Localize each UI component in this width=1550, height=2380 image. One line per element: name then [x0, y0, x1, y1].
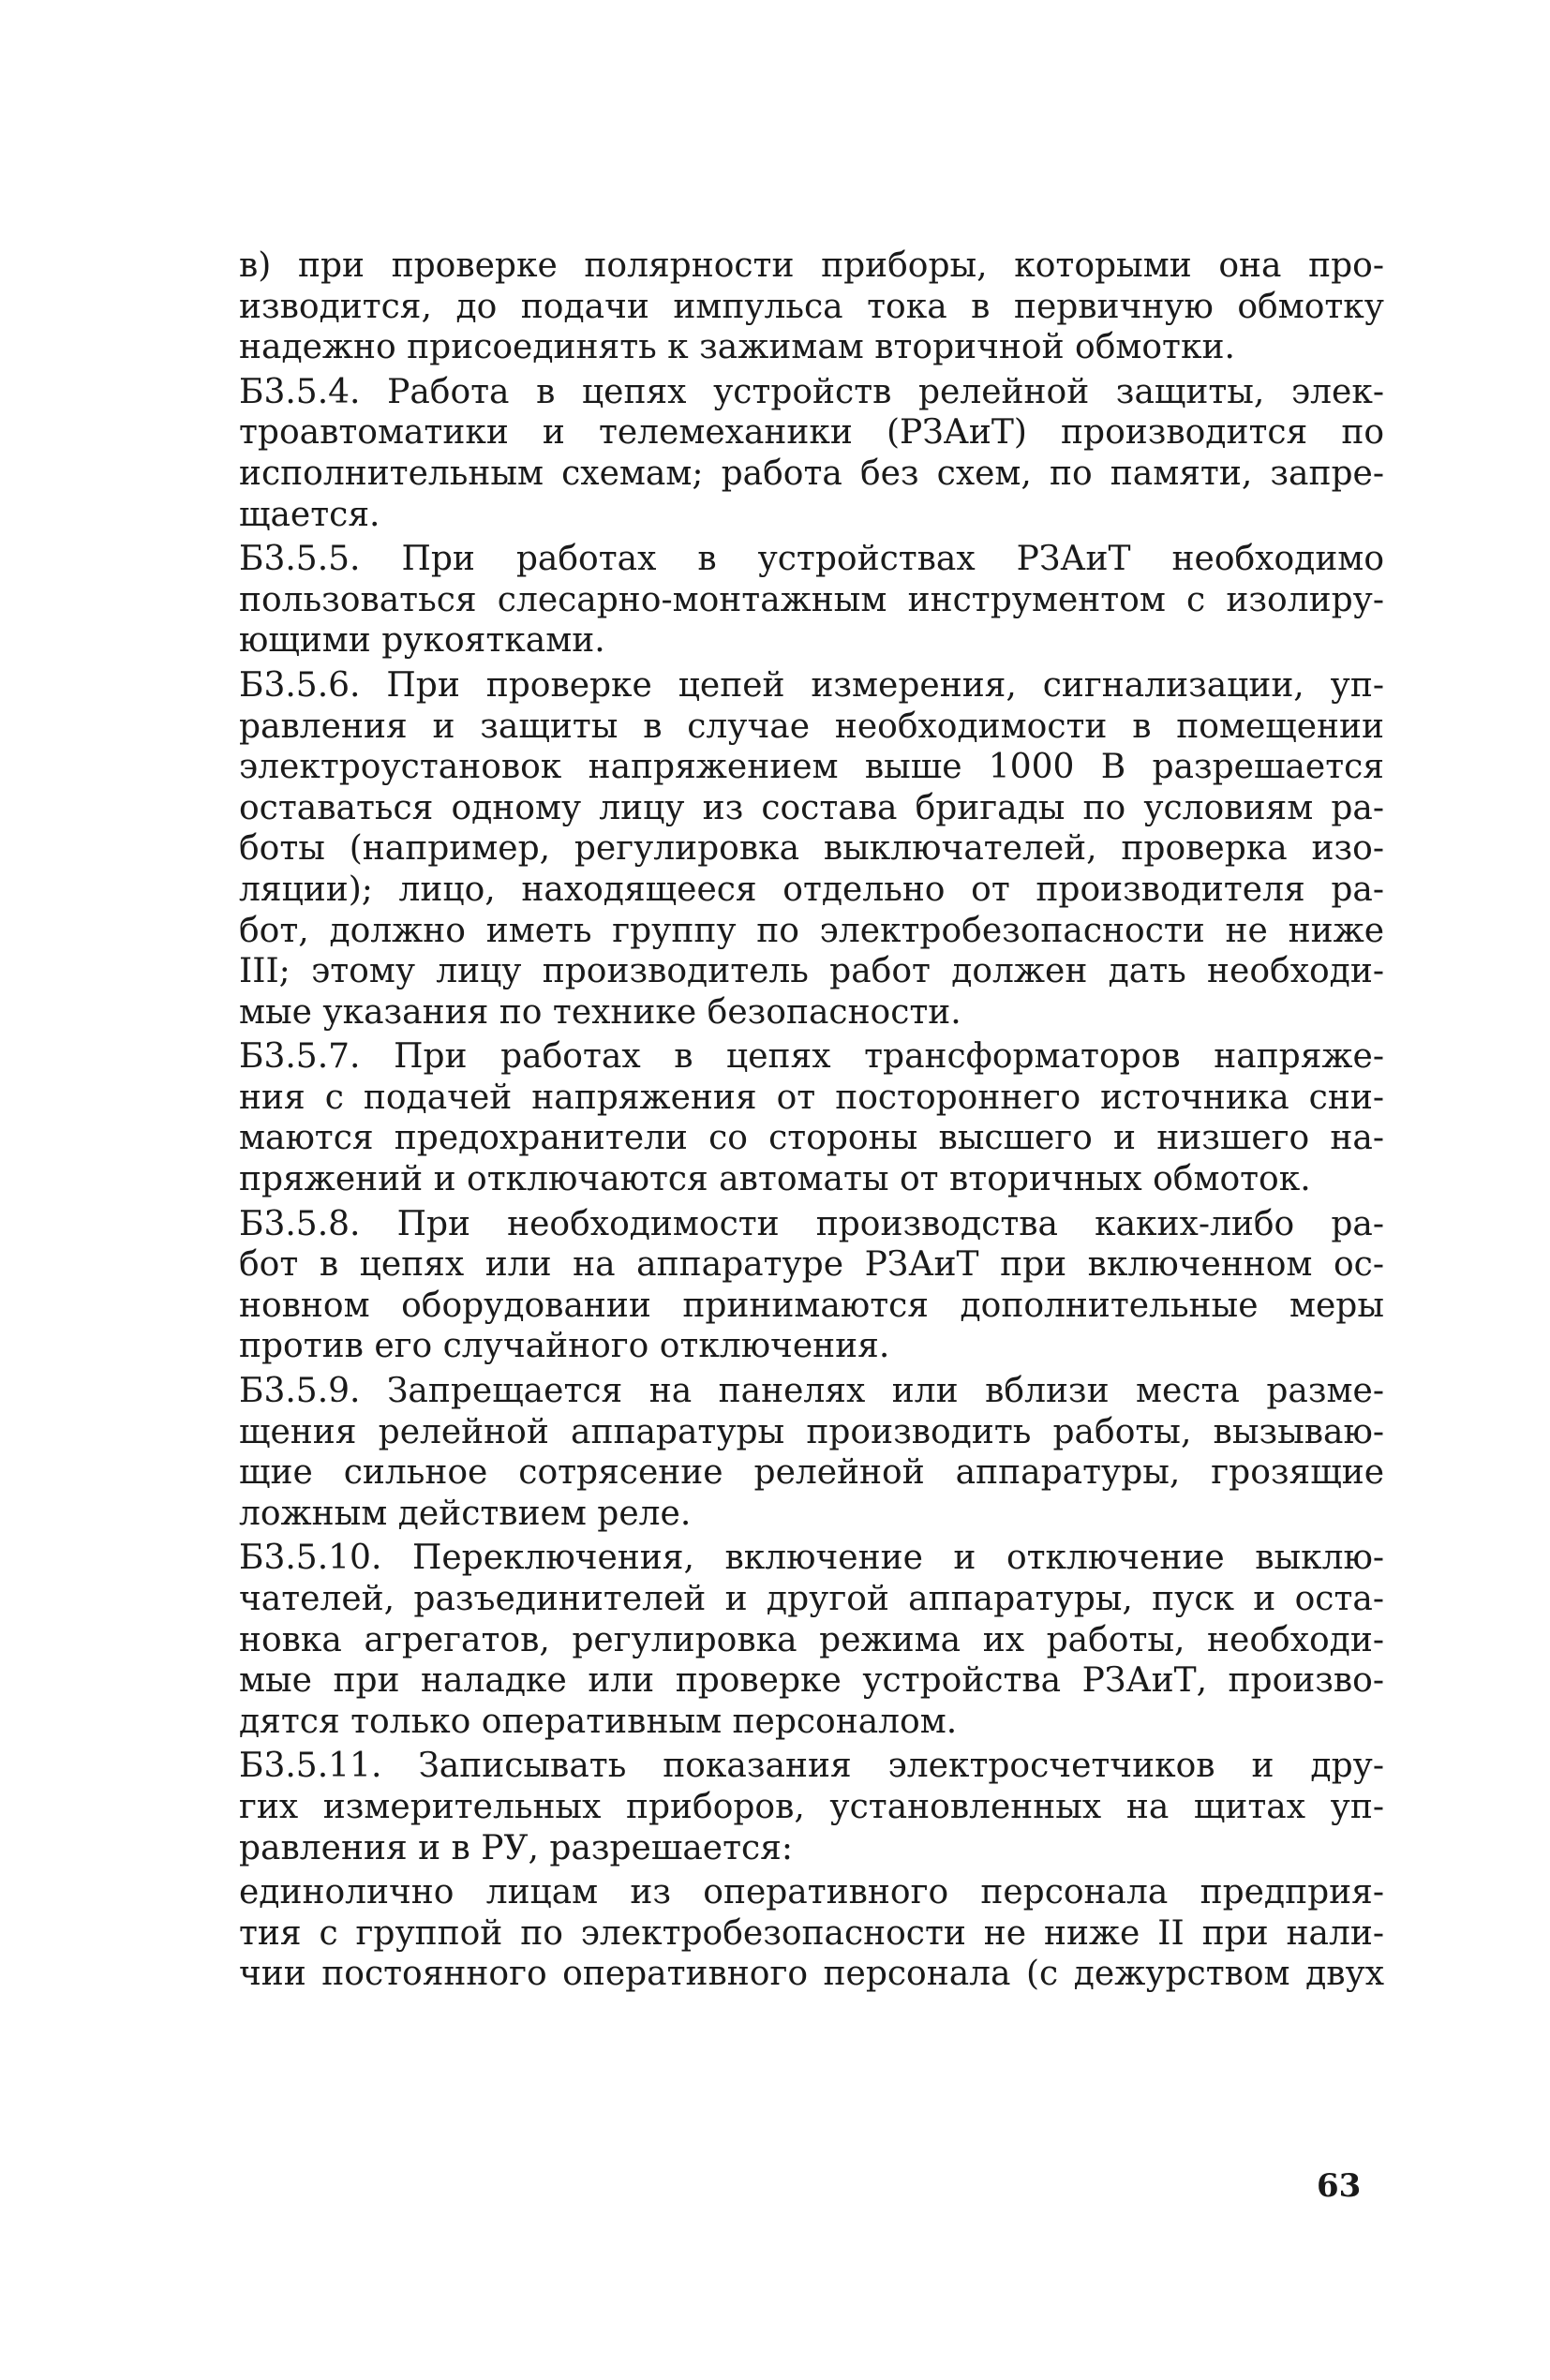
- text-line: изводится, до подачи импульса тока в первичную обмотку: [239, 287, 1384, 326]
- text-line: против его случайного отключения.: [239, 1327, 890, 1366]
- text-line: Б3.5.5. При работах в устройствах РЗАиТ необходимо: [239, 540, 1384, 579]
- text-line: оставаться одному лицу из состава бригады по условиям ра-: [239, 788, 1384, 827]
- text-line: бот, должно иметь группу по электробезопасности не ниже: [239, 911, 1384, 950]
- text-line: щие сильное сотрясение релейной аппаратуры, грозящие: [239, 1453, 1384, 1493]
- paragraph-b3-5-9: [185, 1371, 1384, 1534]
- document-body: [185, 245, 1384, 1995]
- text-line: троавтоматики и телемеханики (РЗАиТ) производится по: [239, 413, 1384, 453]
- text-line: ляции); лицо, находящееся отдельно от производителя ра-: [239, 870, 1384, 909]
- page-number: 63: [1317, 2167, 1362, 2205]
- paragraph-b3-5-4: [185, 372, 1384, 535]
- paragraph-b3-5-6: [185, 665, 1384, 1033]
- text-line: Б3.5.11. Записывать показания электросчетчиков и дру-: [239, 1747, 1384, 1786]
- text-line: щения релейной аппаратуры производить работы, вызываю-: [239, 1412, 1384, 1451]
- text-line: мые указания по технике безопасности.: [239, 992, 961, 1032]
- paragraph-b3-5-11: [185, 1746, 1384, 1868]
- text-line: маются предохранители со стороны высшего и низшего на-: [239, 1119, 1384, 1158]
- text-line: III; этому лицу производитель работ должен дать необходи-: [239, 952, 1384, 991]
- paragraph-b3-5-7: [185, 1036, 1384, 1199]
- text-line: тия с группой по электробезопасности не ниже II при нали-: [239, 1913, 1384, 1953]
- text-line: Б3.5.9. Запрещается на панелях или вблизи места разме-: [239, 1372, 1384, 1411]
- paragraph-b3-5-5: [185, 539, 1384, 662]
- text-line: надежно присоединять к зажимам вторичной обмотки.: [239, 328, 1235, 367]
- text-line: Б3.5.10. Переключения, включение и отключение выклю-: [239, 1539, 1384, 1578]
- text-line: гих измерительных приборов, установленных на щитах уп-: [239, 1787, 1384, 1826]
- text-line: в) при проверке полярности приборы, которыми она про-: [239, 246, 1384, 285]
- text-line: мые при наладке или проверке устройства РЗАиТ, произво-: [239, 1661, 1384, 1701]
- text-line: дятся только оперативным персоналом.: [239, 1702, 958, 1741]
- text-line: Б3.5.8. При необходимости производства каких-либо ра-: [239, 1204, 1384, 1243]
- paragraph-edinolichno: [185, 1872, 1384, 1995]
- text-line: Б3.5.6. При проверке цепей измерения, сигнализации, уп-: [239, 665, 1384, 705]
- text-line: пользоваться слесарно-монтажным инструментом с изолиру-: [239, 580, 1384, 619]
- text-line: электроустановок напряжением выше 1000 В разрешается: [239, 748, 1384, 787]
- text-line: единолично лицам из оперативного персонала предприя-: [239, 1873, 1384, 1912]
- text-line: ложным действием реле.: [239, 1494, 692, 1533]
- text-line: равления и в РУ, разрешается:: [239, 1828, 794, 1867]
- text-line: новка агрегатов, регулировка режима их работы, необходи-: [239, 1620, 1384, 1659]
- text-line: ния с подачей напряжения от постороннего источника сни-: [239, 1078, 1384, 1117]
- text-line: бот в цепях или на аппаратуре РЗАиТ при включенном ос-: [239, 1245, 1384, 1285]
- text-line: чателей, разъединителей и другой аппаратуры, пуск и оста-: [239, 1580, 1384, 1618]
- text-line: чии постоянного оперативного персонала (с дежурством двух: [239, 1955, 1384, 1994]
- text-line: исполнительным схемам; работа без схем, по памяти, запре-: [239, 454, 1384, 493]
- text-line: щается.: [239, 495, 380, 534]
- text-line: ющими рукоятками.: [239, 621, 605, 661]
- text-line: боты (например, регулировка выключателей, проверка изо-: [239, 829, 1384, 869]
- paragraph-v-polarity: [185, 245, 1384, 368]
- text-line: пряжений и отключаются автоматы от вторичных обмоток.: [239, 1160, 1311, 1199]
- text-line: Б3.5.7. При работах в цепях трансформаторов напряже-: [239, 1037, 1384, 1077]
- text-line: Б3.5.4. Работа в цепях устройств релейной защиты, элек-: [239, 372, 1384, 411]
- text-line: равления и защиты в случае необходимости в помещении: [239, 707, 1384, 746]
- paragraph-b3-5-10: [185, 1538, 1384, 1742]
- text-line: новном оборудовании принимаются дополнительные меры: [239, 1286, 1384, 1325]
- paragraph-b3-5-8: [185, 1204, 1384, 1367]
